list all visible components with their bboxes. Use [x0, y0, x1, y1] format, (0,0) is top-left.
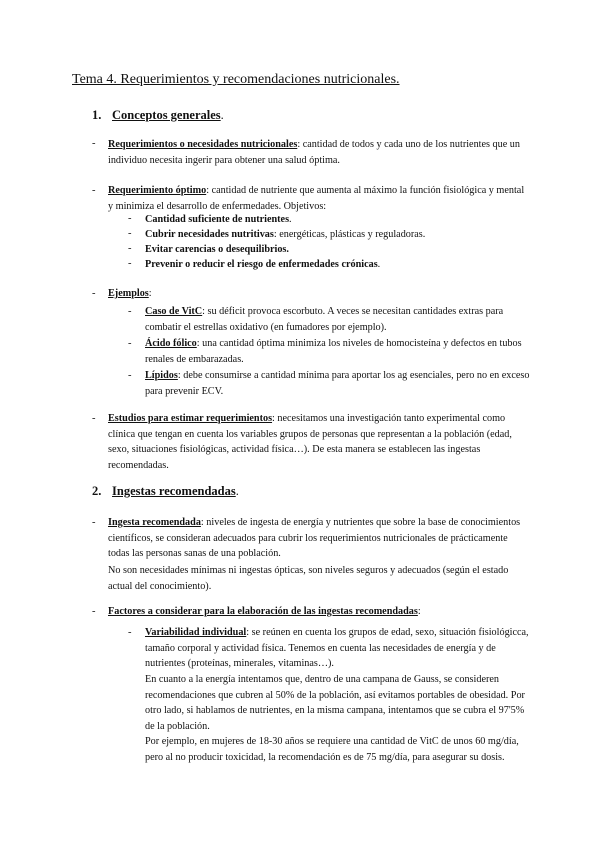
bullet-dash: - [92, 185, 96, 196]
section-1-heading: 1. Conceptos generales. [92, 108, 224, 122]
section-2-heading: 2. Ingestas recomendadas. [92, 484, 239, 498]
examples-heading: Ejemplos: [108, 288, 152, 299]
variabilidad-paragraph: Por ejemplo, en mujeres de 18-30 años se requiere una cantidad de VitC de unos 60 mg/día, pero al no producir toxicidad, la recomendación es de 75 mg/día, para asegurar su dosis. [145, 736, 519, 763]
objective-item: Prevenir o reducir el riesgo de enfermedades crónicas. [145, 259, 381, 270]
bullet-dash: - [128, 228, 132, 239]
factores-heading: Factores a considerar para la elaboración de las ingestas recomendadas: [108, 606, 421, 617]
example-item: Lípidos: debe consumirse a cantidad mínima para aportar los ag esenciales, pero no en exceso para prevenir ECV. [145, 370, 530, 397]
bullet-dash: - [92, 606, 96, 617]
definition-requerimientos: Requerimientos o necesidades nutricionales: cantidad de todos y cada uno de los nutrientes que un individuo necesita ingerir para obtener una salud óptima. [108, 139, 520, 166]
page-title: Tema 4. Requerimientos y recomendaciones nutricionales. [72, 72, 400, 87]
term: Requerimientos o necesidades nutricionales [108, 139, 298, 150]
objective-item: Cubrir necesidades nutritivas: energéticas, plásticas y reguladoras. [145, 229, 426, 240]
objective-item: Cantidad suficiente de nutrientes. [145, 214, 292, 225]
definition-estudios: Estudios para estimar requerimientos: necesitamos una investigación tanto experimental como clínica que tengan en cuenta los variables grupos de personas que representan a la población (edad, sexo, situaciones fisiológicas, actividad física…). De esta manera se establecen las ingestas recomendadas. [108, 413, 512, 471]
section-title: Conceptos generales [112, 108, 221, 122]
term: Requerimiento óptimo [108, 185, 207, 196]
definition-optimo: Requerimiento óptimo: cantidad de nutriente que aumenta al máximo la función fisiológica y mental y minimiza el desarrollo de enfermedades. Objetivos: [108, 185, 525, 212]
bullet-dash: - [92, 517, 96, 528]
example-item: Caso de VitC: su déficit provoca escorbuto. A veces se necesitan cantidades extras para combatir el estrellas oxidativo (en fumadores por ejemplo). [145, 306, 504, 333]
bullet-dash: - [92, 413, 96, 424]
section-title: Ingestas recomendadas [112, 484, 236, 498]
bullet-dash: - [92, 138, 96, 149]
bullet-dash: - [128, 306, 132, 317]
section-number: 1. [92, 108, 102, 122]
bullet-dash: - [128, 258, 132, 269]
bullet-dash: - [92, 288, 96, 299]
example-item: Ácido fólico: una cantidad óptima minimiza los niveles de homocisteína y defectos en tubos renales de embarazadas. [145, 338, 522, 365]
bullet-dash: - [128, 243, 132, 254]
bullet-dash: - [128, 370, 132, 381]
section-number: 2. [92, 484, 102, 498]
ingesta-note: No son necesidades mínimas ni ingestas ópticas, son niveles seguros y adecuados (según el estado actual del conocimiento). [108, 565, 509, 592]
definition-ingesta: Ingesta recomendada: niveles de ingesta de energía y nutrientes que sobre la base de conocimientos científicos, se consideran adecuados para cubrir los requerimientos nutricionales de prácticamente todas las personas sanas de una población. [108, 517, 521, 559]
bullet-dash: - [128, 627, 132, 638]
bullet-dash: - [128, 338, 132, 349]
bullet-dash: - [128, 213, 132, 224]
variabilidad-paragraph: En cuanto a la energía intentamos que, dentro de una campana de Gauss, se consideren recomendaciones que cubren al 50% de la población, así evitamos portables de obesidad. Por otro lado, si hablamos de nutrientes, en la misma campana, intentamos que se cubra el 97'5% de la población. [145, 674, 525, 732]
variabilidad-item: Variabilidad individual: se reúnen en cuenta los grupos de edad, sexo, situación fisiológicca, tamaño corporal y actividad física. Tenemos en cuenta las necesidades de energía y de nutrientes (proteínas, minerales, vitaminas…). [145, 627, 529, 669]
objective-item: Evitar carencias o desequilibrios. [145, 244, 289, 255]
